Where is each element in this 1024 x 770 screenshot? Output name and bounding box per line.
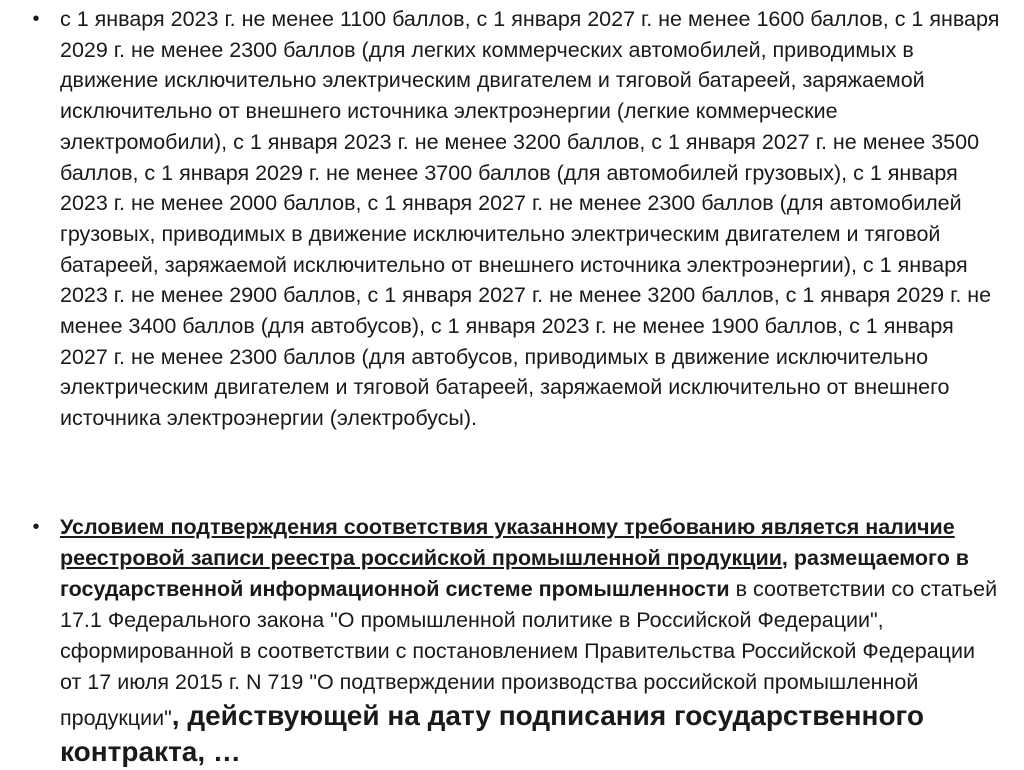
bullet-marker: •: [32, 8, 40, 30]
bold-text: , размещаемого в государственной информационной системе промышленности: [60, 546, 970, 601]
large-bold-text: , действующей на дату подписания государственного контракта, …: [60, 700, 924, 767]
body-text: в соответствии со статьей 17.1 Федерального закона "О промышленной политике в Российской Федерации", сформированной в соответствии с постановлением Правительства Российской Федерации от 17 июля 2015 г. N 719 "О подтверждении производства российской промышленной продукции": [60, 577, 998, 730]
underlined-bold-text: Условием подтверждения соответствия указанному требованию является наличие реестровой записи реестра российской промышленной продукции: [60, 515, 955, 570]
bullet-point-conformity-condition: [32, 512, 1000, 770]
bullet-text: с 1 января 2023 г. не менее 1100 баллов, с 1 января 2027 г. не менее 1600 баллов, с 1 января 2029 г. не менее 2300 баллов (для легких коммерческих автомобилей, приводимых в движение исключительно электрическим двигателем и тяговой батареей, заряжаемой исключительно от внешнего источника электроэнергии (легкие коммерческие электромобили), с 1 января 2023 г. не менее 3200 баллов, с 1 января 2027 г. не менее 3500 баллов, с 1 января 2029 г. не менее 3700 баллов (для автомобилей грузовых), с 1 января 2023 г. не менее 2000 баллов, с 1 января 2027 г. не менее 2300 баллов (для автомобилей грузовых, приводимых в движение исключительно электрическим двигателем и тяговой батареей, заряжаемой исключительно от внешнего источника электроэнергии), с 1 января 2023 г. не менее 2900 баллов, с 1 января 2027 г. не менее 3200 баллов, с 1 января 2029 г. не менее 3400 баллов (для автобусов), с 1 января 2023 г. не менее 1900 баллов, с 1 января 2027 г. не менее 2300 баллов (для автобусов, приводимых в движение исключительно электрическим двигателем и тяговой батареей, заряжаемой исключительно от внешнего источника электроэнергии (электробусы).: [60, 7, 1000, 431]
bullet-point-requirements: [32, 4, 1000, 434]
bullet-marker: •: [32, 516, 40, 538]
